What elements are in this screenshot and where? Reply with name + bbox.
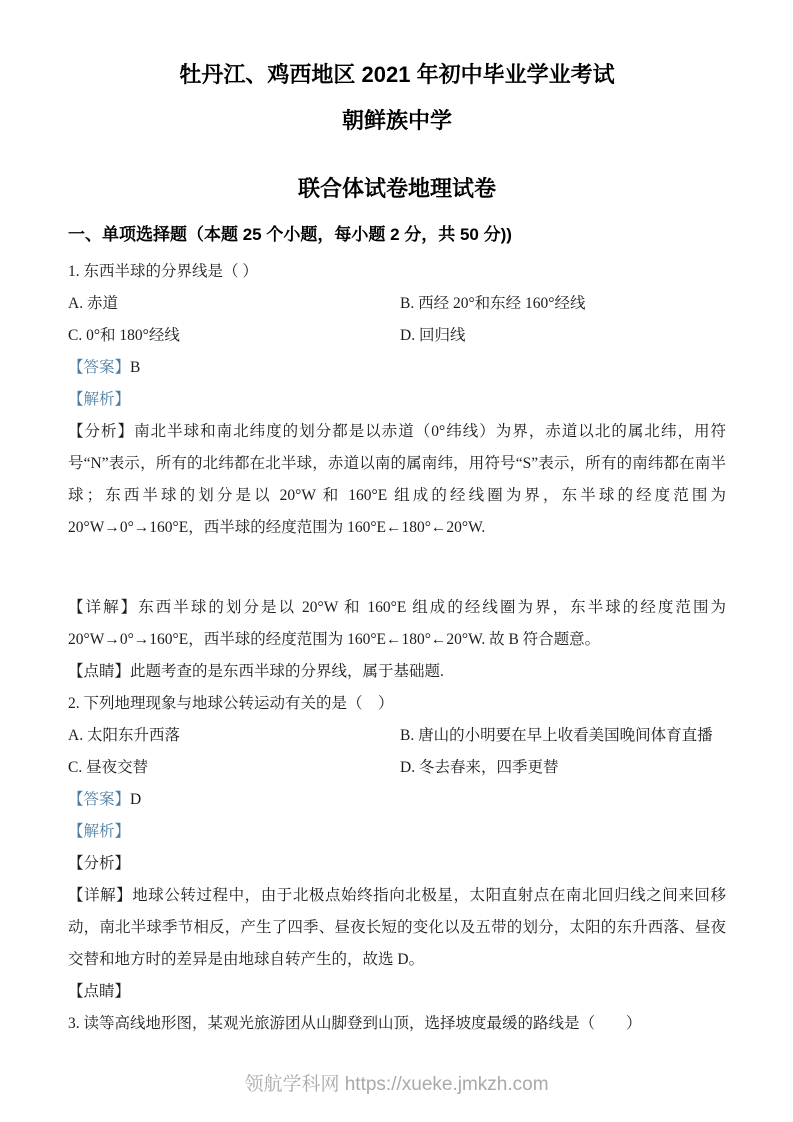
question-1-option-a: A. 赤道: [68, 295, 118, 312]
question-2-options-row-1: [68, 720, 726, 752]
question-2-option-c: C. 昼夜交替: [68, 759, 149, 776]
answer-label: 【答案】: [68, 791, 131, 808]
question-1-detail-text: 东西半球的划分是以 20°W 和 160°E 组成的经线圈为界，东半球的经度范围为 20°W→0°→160°E，西半球的经度范围为 160°E←180°←20°W. 故 B 符合题意。: [68, 599, 726, 648]
question-1-explanation-line: [68, 384, 726, 416]
question-2: [68, 688, 726, 1008]
question-1-tip-text: 此题考查的是东西半球的分界线，属于基础题.: [130, 663, 444, 680]
explanation-label: 【解析】: [68, 823, 131, 840]
question-1-analysis-text: 南北半球和南北纬度的划分都是以赤道（0°纬线）为界，赤道以北的属北纬，用符号“N”表示，所有的北纬都在北半球，赤道以南的属南纬，用符号“S”表示，所有的南纬都在南半球；东西半球的划分是以 20°W 和 160°E 组成的经线圈为界，东半球的经度范围为 20°W→0°→160°E，西半球的经度范围为 160°E←180°←20°W.: [68, 423, 726, 536]
question-1: [68, 256, 726, 688]
blank-gap: [68, 544, 726, 592]
watermark: 领航学科网 https://xueke.jmkzh.com: [244, 1074, 549, 1095]
explanation-label: 【解析】: [68, 391, 131, 408]
question-1-analysis: [68, 416, 726, 544]
question-1-answer-line: [68, 352, 726, 384]
question-3-stem: 3. 读等高线地形图，某观光旅游团从山脚登到山顶，选择坡度最缓的路线是（ ）: [68, 1015, 642, 1032]
paper-title: 联合体试卷地理试卷: [297, 176, 496, 201]
question-2-tip: [68, 976, 726, 1008]
question-2-analysis: [68, 848, 726, 880]
question-1-tip: [68, 656, 726, 688]
question-1-options-row-2: [68, 320, 726, 352]
question-1-detail: [68, 592, 726, 656]
question-2-explanation-line: [68, 816, 726, 848]
tip-label: 【点睛】: [68, 983, 131, 1000]
question-2-option-d: D. 冬去春来，四季更替: [400, 759, 559, 776]
question-2-option-b: B. 唐山的小明要在早上收看美国晚间体育直播: [400, 727, 713, 744]
question-2-answer-line: [68, 784, 726, 816]
question-1-stem: 1. 东西半球的分界线是（ ）: [68, 263, 258, 280]
tip-label: 【点睛】: [68, 663, 131, 680]
question-2-option-a: A. 太阳东升西落: [68, 727, 180, 744]
analysis-label: 【分析】: [68, 855, 131, 872]
question-2-detail: [68, 880, 726, 976]
answer-label: 【答案】: [68, 359, 131, 376]
question-2-answer-value: D: [130, 791, 142, 808]
section-heading: 一、单项选择题（本题 25 个小题，每小题 2 分，共 50 分)): [68, 225, 512, 244]
exam-title-line2: 朝鲜族中学: [341, 108, 452, 133]
question-1-option-c: C. 0°和 180°经线: [68, 327, 180, 344]
question-2-stem: 2. 下列地理现象与地球公转运动有关的是（ ）: [68, 695, 394, 712]
question-1-answer-value: B: [130, 359, 141, 376]
exam-title-line1: 牡丹江、鸡西地区 2021 年初中毕业学业考试: [179, 62, 615, 87]
detail-label: 【详解】: [68, 599, 139, 616]
question-1-option-d: D. 回归线: [400, 327, 466, 344]
question-1-option-b: B. 西经 20°和东经 160°经线: [400, 295, 586, 312]
analysis-label: 【分析】: [68, 423, 135, 440]
question-2-options-row-2: [68, 752, 726, 784]
question-1-options-row-1: [68, 288, 726, 320]
question-2-detail-text: 地球公转过程中，由于北极点始终指向北极星，太阳直射点在南北回归线之间来回移动，南北半球季节相反，产生了四季、昼夜长短的变化以及五带的划分，太阳的东升西落、昼夜交替和地方时的差异是由地球自转产生的，故选 D。: [68, 887, 726, 968]
question-3: [68, 1008, 726, 1040]
detail-label: 【详解】: [68, 887, 133, 904]
